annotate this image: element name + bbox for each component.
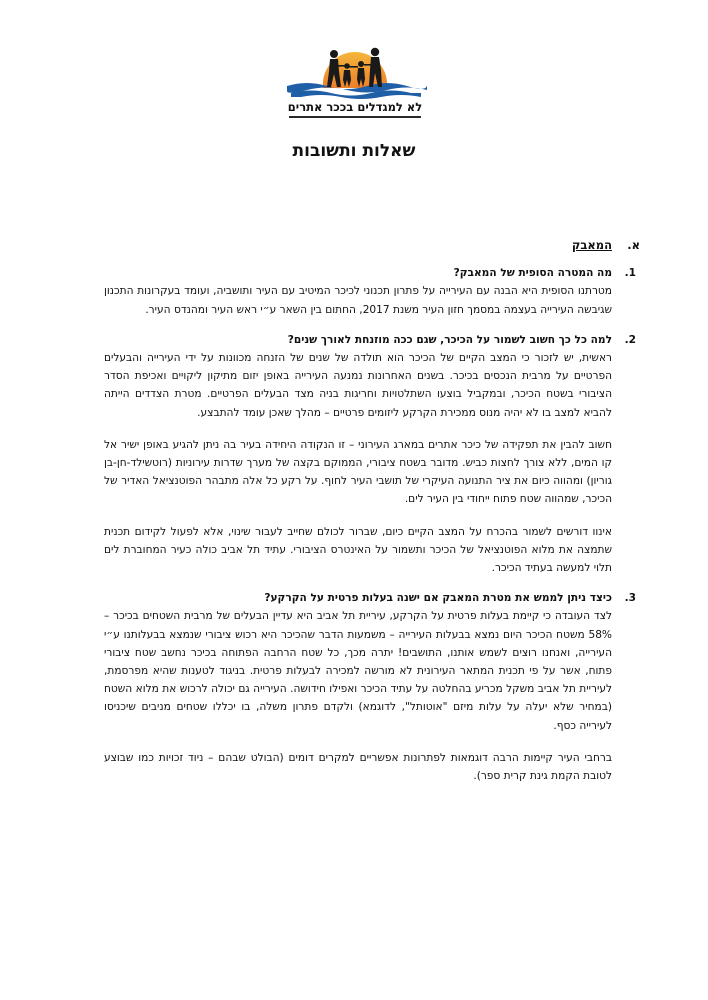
answer-paragraph: ראשית, יש לזכור כי המצב הקיים של הכיכר הוא תולדה של שנים של הזנחה מכוונות על ידי העירייה והבעלים הפרטיים על מרבית הנכסים בכיכר. בשנים האחרונות נמנעה העירייה באופן יזום מתיקון ליקויים ואכיפת הסדר הציבורי בשטח הכיכר, ובמקביל בוצעו השתלטויות וחריגות בניה מצד הבעלים הפרטיים. מטרת הצדדים הייתה להביא למצב בו לא יהיה מנוס ממכירת הקרקע ליזומים פרטיים – מהלך שאכן עומד להתבצע. bbox=[104, 352, 612, 419]
question-item bbox=[104, 589, 636, 785]
question-item bbox=[104, 331, 636, 577]
logo-graphic bbox=[283, 40, 427, 100]
answer-paragraph: אינוו דורשים לשמור בהכרח על המצב הקיים כיום, שברור לכולם שחייב לעבור שינוי, אלא לפעול לקידום תכנית שתמצה את מלוא הפוטנציאל של הכיכר ותשמור על האינטרס הציבורי. עתיד תל אביב כולה כעיר המחוברת לים תלוי למעשה בעתיד הכיכר. bbox=[104, 525, 612, 575]
section-heading bbox=[104, 236, 640, 254]
section-title: המאבק bbox=[571, 238, 612, 252]
answer-paragraph: חשוב להבין את תפקידה של כיכר אתרים במארג העירוני – זו הנקודה היחידה בעיר בה ניתן להגיע באופן ישיר אל קו המים, ללא צורך לחצות כביש. מדובר בשטח ציבורי, הממוקם בקצה של מערך שדרות עירוניות (רוטשילד-חן-בן גוריון) ומהווה כיום את ציר התנועה העיקרי של תושבי העיר לחוף. על רקע כל אלה מתבהר הפוטנציאל האדיר של הכיכר, שמהווה שטח פתוח ייחודי בין העיר לים. bbox=[104, 438, 612, 506]
answer-paragraph: ברחבי העיר קיימות הרבה דוגמאות לפתרונות אפשריים למקרים דומים (הבולט שבהם – ניוד זכויות כמו שבוצע לטובת הקמת גינת קרית ספר). bbox=[104, 751, 612, 783]
question-title: כיצד ניתן לממש את מטרת המאבק אם ישנה בעלות פרטית על הקרקע? bbox=[264, 592, 612, 605]
logo-divider bbox=[289, 116, 421, 118]
logo bbox=[283, 40, 427, 120]
section-number: א. bbox=[627, 238, 640, 252]
question-number: 2. bbox=[624, 333, 636, 346]
question-number: 3. bbox=[624, 592, 636, 605]
question-number: 1. bbox=[624, 267, 636, 280]
logo-text: לא למגדלים בככר אתרים bbox=[287, 100, 423, 114]
page-title: שאלות ותשובות bbox=[292, 141, 416, 161]
answer-paragraph: לצד העובדה כי קיימת בעלות פרטית על הקרקע, עיריית תל אביב היא עדיין הבעלים של מרבית השטחים בכיכר – 58% משטח הכיכר היום נמצא בבעלות העירייה – משמעות הדבר שהכיכר היא רכוש ציבורי שנמצא בבעלותנו ע״י העירייה, ואנחנו רוצים לשמש אותנו, התושבים! יתרה מכך, כל שטח הרחבה הפתוחה בכיכר נחשב שטח ציבורי פתוח, אשר על פי תכנית המתאר העירונית לא מורשה למכירה לבעלות פרטית. בניגוד לטענות שהיא מפרסמת, לעיריית תל אביב משקל מכריע בהחלטה על עתיד הכיכר ואפילו חידושה. העירייה גם יכולה לרכוש את מלוא השטח (במחיר שלא יעלה על עלות מיזם "אוטותל", לדוגמא) ולקדם פתרון משלה, בו יכללו שטחים מניבים שיכניסו לעירייה כסף. bbox=[104, 610, 612, 732]
document-body bbox=[104, 236, 640, 797]
question-item bbox=[104, 264, 636, 319]
question-title: מה המטרה הסופית של המאבק? bbox=[453, 267, 612, 280]
answer-paragraph: מטרתנו הסופית היא הבנה עם העירייה על פתרון תכנוני לכיכר המיטיב עם העיר ותושביה, ועומד בעקרונות התכנון שגיבשה העירייה בעצמה במסמך חזון העיר משנת 2017, החתום בין השאר ע״י ראש העיר ומהנדס העיר. bbox=[104, 285, 612, 316]
question-title: למה כל כך חשוב לשמור על הכיכר, שגם ככה מוזנחת לאורך שנים? bbox=[287, 333, 612, 346]
